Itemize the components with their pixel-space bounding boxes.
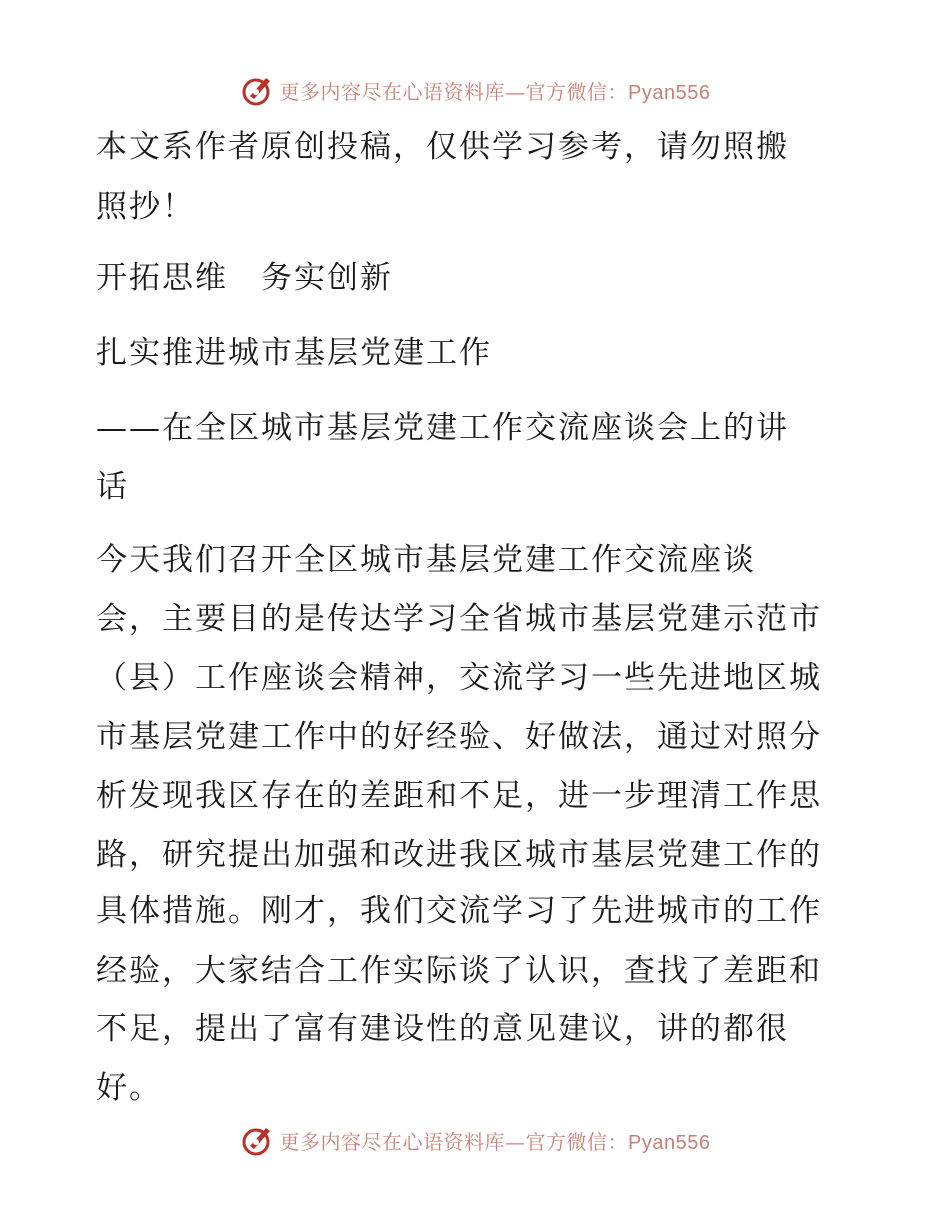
- body-line: 今天我们召开全区城市基层党建工作交流座谈: [96, 542, 756, 578]
- body-line: 市基层党建工作中的好经验、好做法，通过对照分: [96, 719, 822, 755]
- watermark-text: 更多内容尽在心语资料库—官方微信：Pyan556: [279, 79, 711, 104]
- disclaimer-line-2: 照抄！: [96, 189, 195, 225]
- watermark-text: 更多内容尽在心语资料库—官方微信：Pyan556: [279, 1129, 711, 1154]
- body-line: 具体措施。刚才，我们交流学习了先进城市的工作: [96, 893, 822, 929]
- document-subtitle-line-1: ——在全区城市基层党建工作交流座谈会上的讲: [96, 410, 789, 446]
- body-line: 不足，提出了富有建设性的意见建议，讲的都很: [96, 1011, 789, 1047]
- quill-pen-logo-icon: [240, 72, 276, 108]
- document-subtitle-line-2: 话: [96, 469, 129, 505]
- body-line: 经验，大家结合工作实际谈了认识，查找了差距和: [96, 953, 822, 989]
- body-line: （县）工作座谈会精神，交流学习一些先进地区城: [96, 660, 822, 696]
- body-line: 会，主要目的是传达学习全省城市基层党建示范市: [96, 601, 822, 637]
- quill-pen-logo-icon: [240, 1122, 276, 1158]
- body-line: 析发现我区存在的差距和不足，进一步理清工作思: [96, 778, 822, 814]
- header-watermark-banner: [0, 70, 950, 110]
- document-title-line-2: 扎实推进城市基层党建工作: [96, 335, 492, 371]
- body-line: 路，研究提出加强和改进我区城市基层党建工作的: [96, 837, 822, 873]
- disclaimer-line-1: 本文系作者原创投稿，仅供学习参考，请勿照搬: [96, 129, 789, 165]
- document-title-line-1: 开拓思维 务实创新: [96, 260, 393, 296]
- footer-watermark-banner: [0, 1120, 950, 1160]
- body-line: 好。: [96, 1070, 162, 1106]
